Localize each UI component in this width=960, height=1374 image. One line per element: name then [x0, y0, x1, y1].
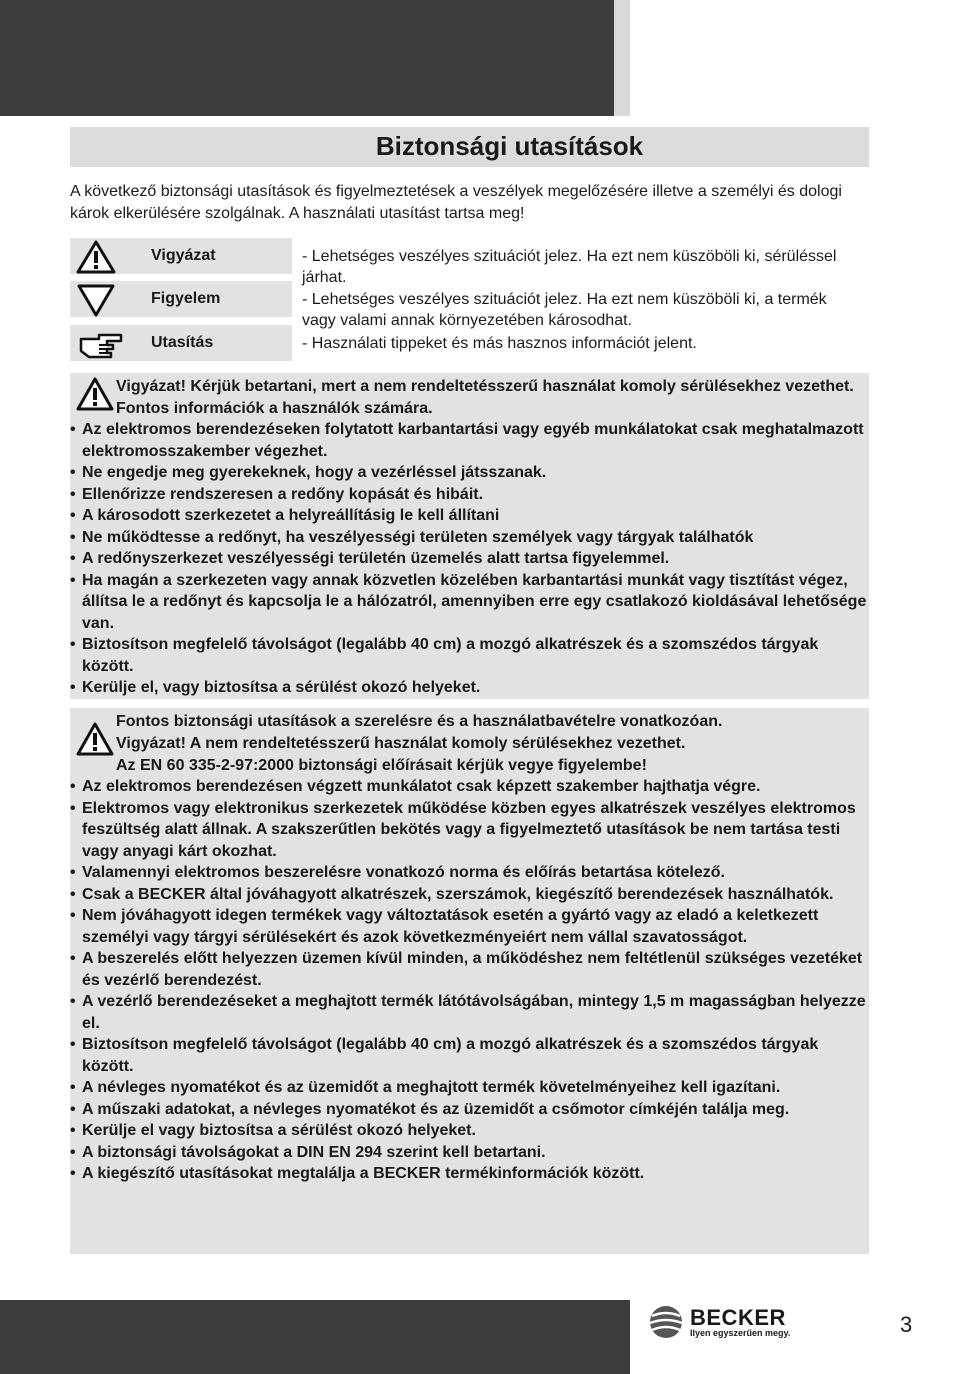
- legend-row-attention: [70, 281, 292, 317]
- warning-triangle-icon: [76, 377, 114, 411]
- box2-heading-2: Vigyázat! A nem rendeltetésszerű használat komoly sérülésekhez vezethet.: [116, 735, 686, 752]
- bullet: •: [70, 778, 76, 795]
- list-item: • Az elektromos berendezéseken folytatott karbantartási vagy egyéb munkálatokat csak meghatalmazott elektromosszakember végezhet.: [70, 421, 864, 460]
- header-shade: [614, 0, 630, 116]
- bullet: •: [70, 1122, 76, 1139]
- list-item: • Biztosítson megfelelő távolságot (legalább 40 cm) a mozgó alkatrészek és a szomszédos tárgyak között.: [70, 636, 819, 675]
- bullet: •: [70, 636, 76, 653]
- title-band: [70, 127, 869, 167]
- list-item: • Kerülje el, vagy biztosítsa a sérülést okozó helyeket.: [70, 677, 869, 699]
- box2-list: [70, 776, 869, 1185]
- bullet: •: [70, 993, 76, 1010]
- brand-name: BECKER: [690, 1305, 786, 1330]
- legend-label-instruction: Utasítás: [151, 334, 214, 351]
- list-item: • A redőnyszerkezet veszélyességi területén üzemelés alatt tartsa figyelemmel.: [70, 548, 869, 570]
- bullet: •: [70, 907, 76, 924]
- bullet: •: [70, 1165, 76, 1182]
- list-item: • Kerülje el vagy biztosítsa a sérülést okozó helyeket.: [70, 1120, 869, 1142]
- legend-desc-warning: - Lehetséges veszélyes szituációt jelez. Ha ezt nem küszöböli ki, sérüléssel járhat.: [302, 248, 837, 286]
- legend-desc-instruction: - Használati tippeket és más hasznos információt jelent.: [302, 335, 697, 352]
- bullet: •: [70, 571, 76, 589]
- list-item: • A biztonsági távolságokat a DIN EN 294 szerint kell betartani.: [70, 1142, 869, 1164]
- list-item: • Csak a BECKER által jóváhagyott alkatrészek, szerszámok, kiegészítő berendezések használhatók.: [70, 884, 869, 906]
- bullet: •: [70, 507, 76, 524]
- list-item: • A műszaki adatokat, a névleges nyomatékot és az üzemidőt a csőmotor címkéjén találja meg.: [70, 1099, 869, 1121]
- legend-row-instruction: [70, 325, 292, 361]
- header-dark-bar: [0, 0, 614, 116]
- bullet: •: [70, 464, 76, 481]
- general-safety-box: [70, 373, 869, 699]
- page-title: Biztonsági utasítások: [375, 131, 644, 161]
- bullet: •: [70, 485, 76, 503]
- warning-triangle-icon: [76, 722, 114, 756]
- legend-label-warning: Vigyázat: [151, 247, 216, 264]
- bullet: •: [70, 885, 76, 903]
- bullet: •: [70, 679, 76, 696]
- list-item: • Ha magán a szerkezeten vagy annak közvetlen közelében karbantartási munkát vagy tisztítást végez, állítsa le a redőnyt és kapcsolja le a hálózatról, amennyiben erre egy csatlakozó kioldásával lehetősége van.: [70, 571, 867, 632]
- box2-heading-1: Fontos biztonsági utasítások a szerelésre és a használatbavételre vonatkozóan.: [116, 713, 723, 730]
- bullet: •: [70, 799, 76, 817]
- list-item: • A károsodott szerkezetet a helyreállításig le kell állítani: [70, 505, 869, 527]
- list-item: • Ne engedje meg gyerekeknek, hogy a vezérléssel játsszanak.: [70, 462, 869, 484]
- box2-heading-3: Az EN 60 335-2-97:2000 biztonsági előírásait kérjük vegye figyelembe!: [116, 757, 647, 774]
- list-item: • Nem jóváhagyott idegen termékek vagy változtatások esetén a gyártó vagy az eladó a keletkezett személyi vagy tárgyi sérülésekért és azok következményeiért nem vállal szavatosságot.: [70, 907, 819, 946]
- list-item: • Az elektromos berendezésen végzett munkálatot csak képzett szakember hajthatja végre.: [70, 776, 869, 798]
- bullet: •: [70, 1036, 76, 1053]
- legend-desc-attention: - Lehetséges veszélyes szituációt jelez. Ha ezt nem küszöböli ki, a termék vagy valami annak környezetében károsodhat.: [302, 291, 827, 329]
- bullet: •: [70, 550, 76, 567]
- bullet: •: [70, 950, 76, 967]
- intro-text: A következő biztonsági utasítások és figyelmeztetések a veszélyek megelőzésére illetve a személyi és dologi károk elkerülésére szolgálnak. A használati utasítást tartsa meg!: [70, 183, 842, 222]
- list-item: • Elektromos vagy elektronikus szerkezetek működése közben egyes alkatrészek veszélyes elektromos feszültség alatt állnak. A szakszerűtlen bekötés vagy a figyelmeztető utasítások be nem tartása testi vagy anyagi kárt okozhat.: [70, 799, 856, 860]
- pointing-hand-icon: [76, 327, 126, 361]
- list-item: • A beszerelés előtt helyezzen üzemen kívül minden, a működéshez nem feltétlenül szükséges vezetéket és vezérlő berendezést.: [70, 950, 863, 989]
- list-item: • A névleges nyomatékot és az üzemidőt a meghajtott termék követelményeihez kell igazítani.: [70, 1077, 869, 1099]
- list-item: • A kiegészítő utasításokat megtalálja a BECKER termékinformációk között.: [70, 1163, 869, 1185]
- bullet: •: [70, 421, 76, 438]
- legend-label-attention: Figyelem: [151, 290, 221, 307]
- bullet: •: [70, 1143, 76, 1161]
- list-item: • Ne működtesse a redőnyt, ha veszélyességi területen személyek vagy tárgyak találhatók: [70, 527, 869, 549]
- attention-triangle-icon: [76, 283, 116, 317]
- symbol-legend: [70, 238, 870, 364]
- list-item: • Biztosítson megfelelő távolságot (legalább 40 cm) a mozgó alkatrészek és a szomszédos tárgyak között.: [70, 1036, 819, 1075]
- legend-row-warning: [70, 238, 292, 274]
- footer-dark-bar: [0, 1300, 630, 1374]
- warning-triangle-icon: [76, 240, 116, 274]
- bullet: •: [70, 864, 76, 881]
- box1-list: [70, 419, 869, 699]
- brand-tagline: Ilyen egyszerűen megy.: [690, 1328, 791, 1338]
- bullet: •: [70, 1079, 76, 1096]
- box1-heading: Vigyázat! Kérjük betartani, mert a nem rendeltetésszerű használat komoly sérülésekhez vezethet. Fontos információk a használók számára.: [116, 378, 854, 417]
- bullet: •: [70, 528, 76, 546]
- page-number: 3: [900, 1312, 913, 1337]
- installation-safety-box: [70, 708, 869, 1254]
- list-item: • Ellenőrizze rendszeresen a redőny kopását és hibáit.: [70, 484, 869, 506]
- list-item: • Valamennyi elektromos beszerelésre vonatkozó norma és előírás betartása kötelező.: [70, 862, 869, 884]
- list-item: • A vezérlő berendezéseket a meghajtott termék látótávolságában, mintegy 1,5 m magasságban helyezze el.: [70, 993, 866, 1032]
- becker-logo-icon: [646, 1302, 686, 1342]
- bullet: •: [70, 1100, 76, 1118]
